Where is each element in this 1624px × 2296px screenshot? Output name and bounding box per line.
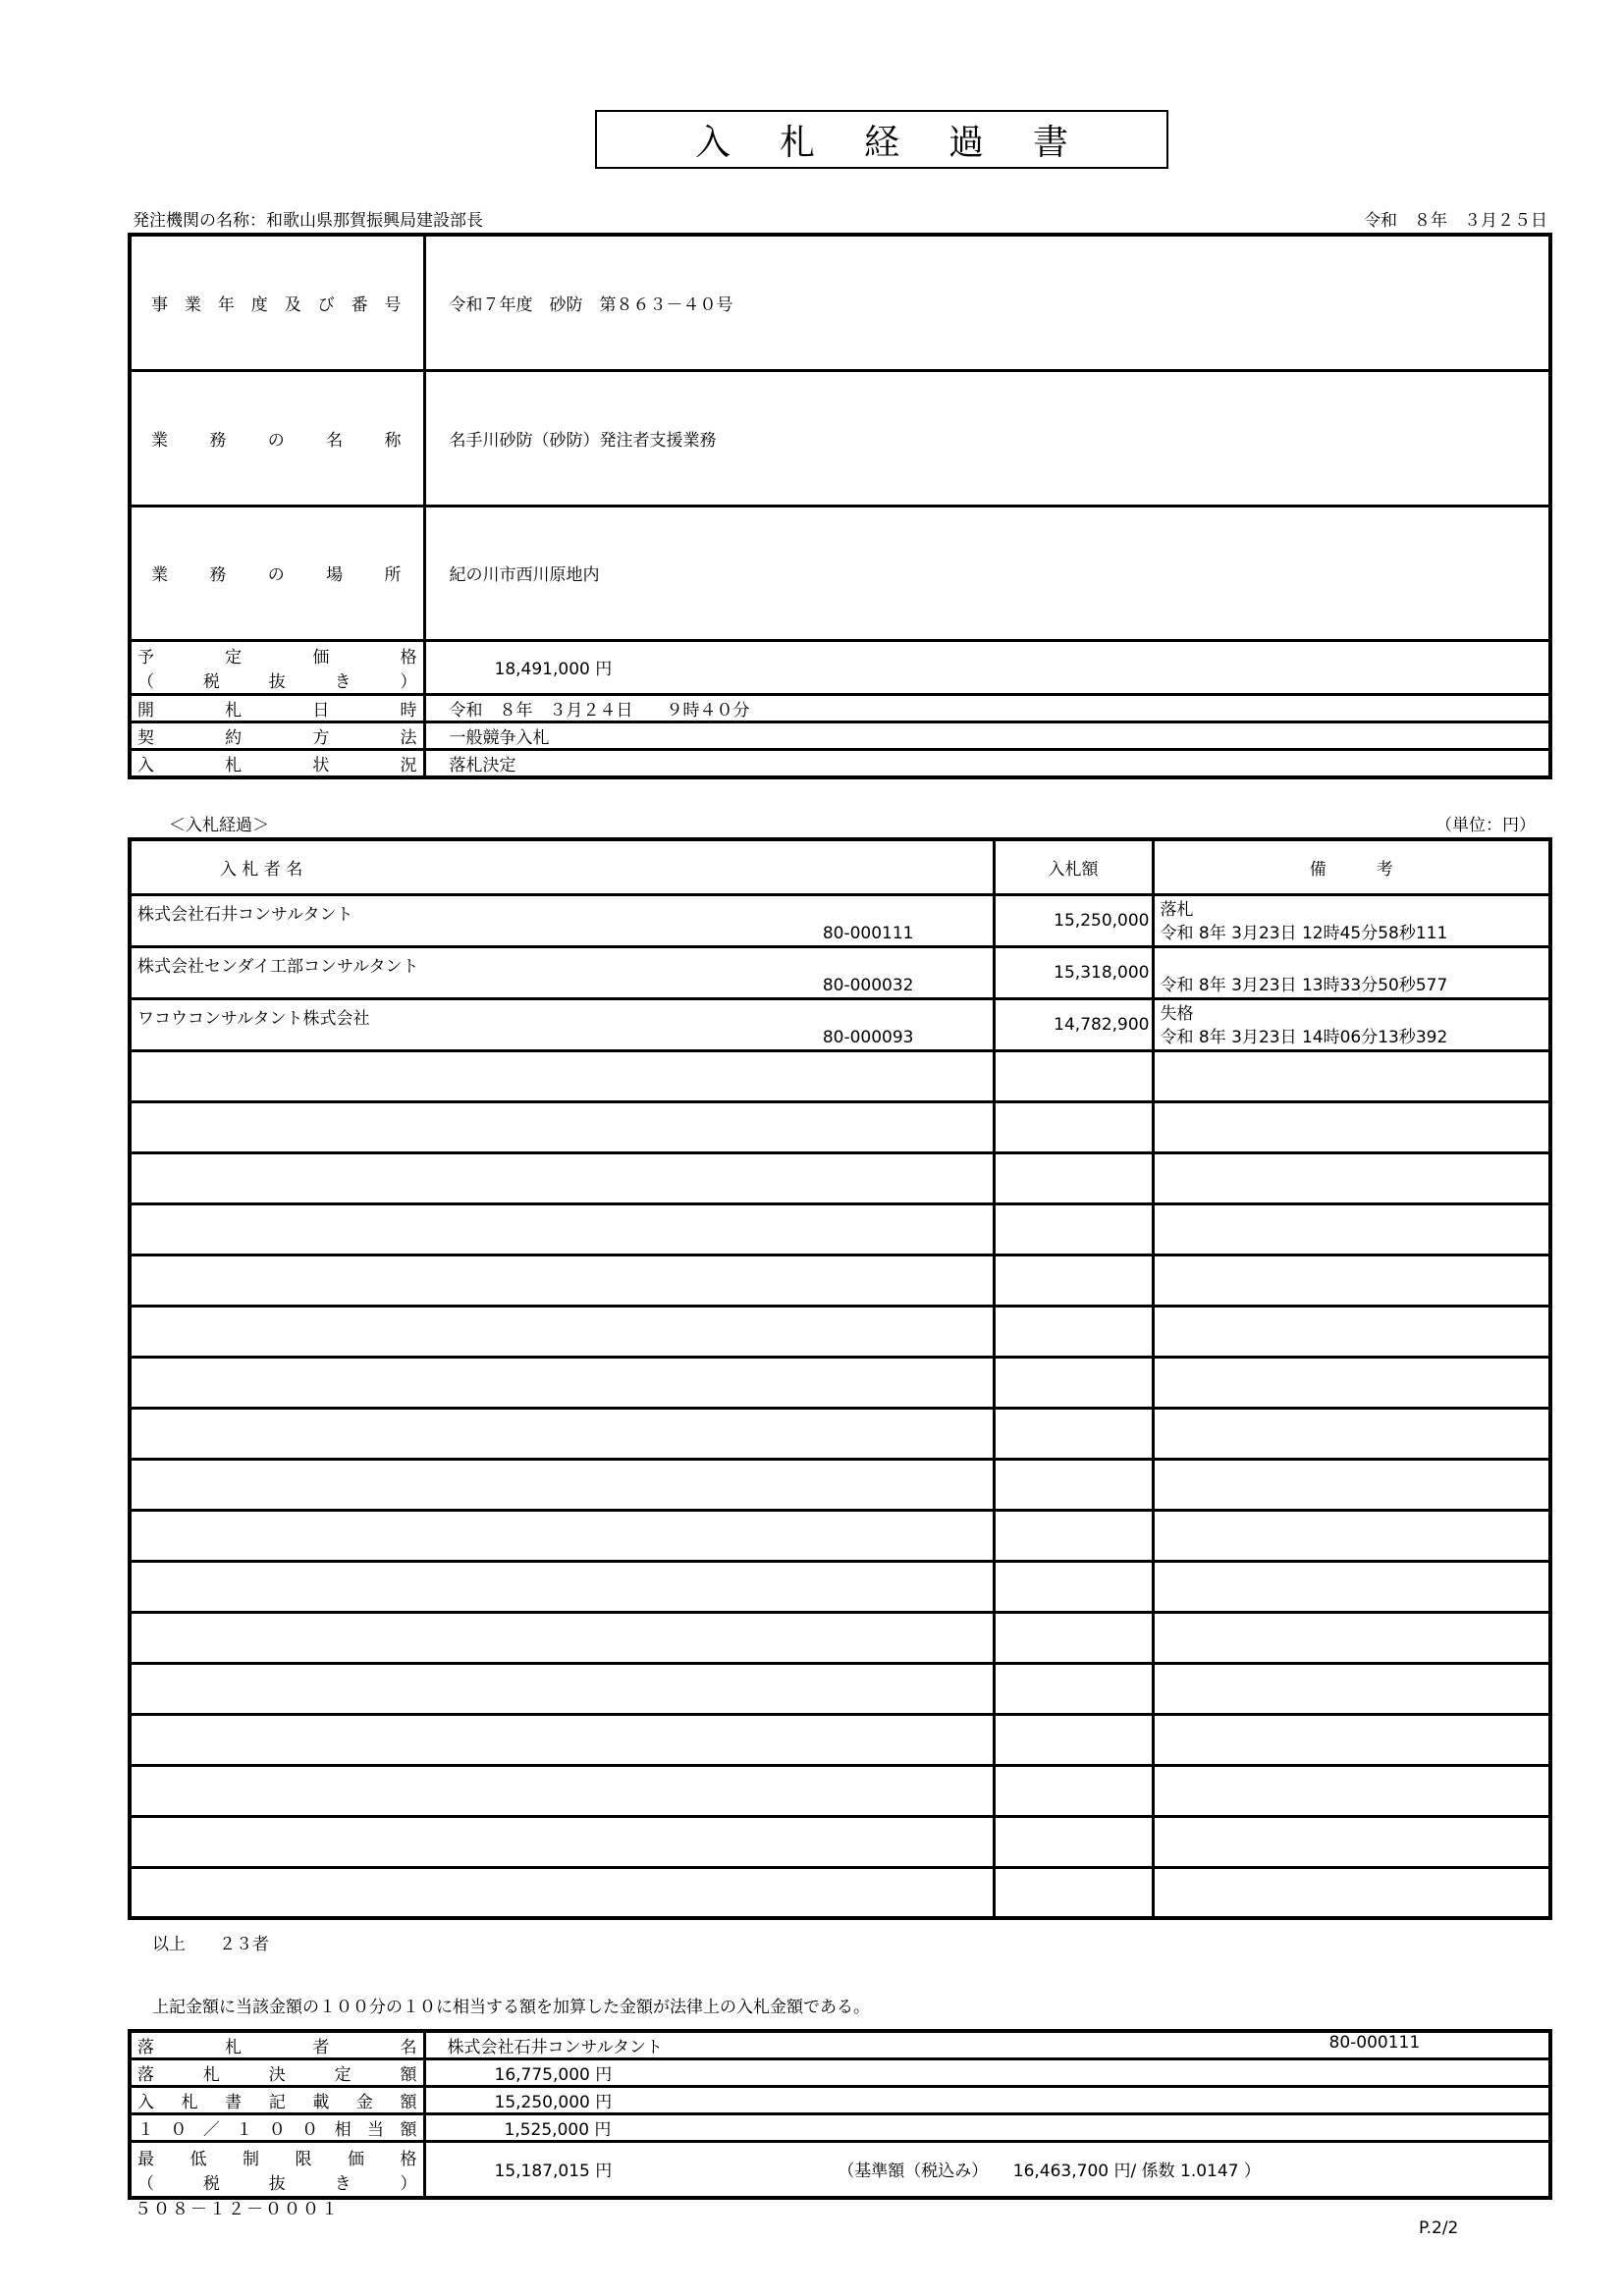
work-location: 紀の川市西川原地内 xyxy=(424,506,1550,640)
note-cell xyxy=(1153,946,1550,998)
label-project-number: 事業年度及び番号 xyxy=(130,235,424,370)
bid-row xyxy=(130,1255,1550,1306)
result-row xyxy=(130,2031,1550,2059)
label-open-date xyxy=(130,694,424,721)
empty-cell xyxy=(994,1816,1153,1867)
min-price-note: （基準額（税込み） 16,463,700 円/ 係数 1.0147 ） xyxy=(838,2162,1261,2182)
label-work-location: 業務の場所 xyxy=(130,506,424,640)
open-date: 令和 ８年 ３月２４日 ９時４０分 xyxy=(424,694,1550,721)
bid-row xyxy=(130,1050,1550,1101)
bid-row xyxy=(130,1101,1550,1152)
bids-header-row xyxy=(130,839,1550,894)
bidder-name: 株式会社石井コンサルタント xyxy=(137,904,353,925)
label-bid-written xyxy=(130,2087,424,2114)
empty-cell xyxy=(1153,1612,1550,1663)
empty-cell xyxy=(1153,1255,1550,1306)
empty-cell xyxy=(130,1408,994,1459)
bid-row xyxy=(130,1765,1550,1816)
empty-cell xyxy=(994,1510,1153,1561)
empty-cell xyxy=(130,1152,994,1203)
empty-cell xyxy=(994,1255,1153,1306)
bid-row xyxy=(130,1561,1550,1612)
bid-row xyxy=(130,1867,1550,1918)
agency-name: 発注機関の名称：和歌山県那賀振興局建設部長 xyxy=(133,211,483,231)
bid-row xyxy=(130,998,1550,1050)
bid-row xyxy=(130,1203,1550,1255)
work-name: 名手川砂防（砂防）発注者支援業務 xyxy=(424,370,1550,506)
bid-status: 落札決定 xyxy=(424,749,1550,777)
empty-cell xyxy=(994,1306,1153,1357)
empty-cell xyxy=(1153,1152,1550,1203)
empty-cell xyxy=(1153,1561,1550,1612)
empty-cell xyxy=(130,1816,994,1867)
empty-cell xyxy=(130,1459,994,1510)
planned-price: 18,491,000 円 xyxy=(424,640,1550,694)
page-number: P.2/2 xyxy=(1419,2218,1459,2238)
col-note: 備 考 xyxy=(1153,839,1550,894)
bid-row xyxy=(130,894,1550,946)
note-cell xyxy=(1153,998,1550,1050)
empty-cell xyxy=(130,1203,994,1255)
bidder-name: 株式会社センダイ工部コンサルタント xyxy=(137,956,419,977)
unit-label: （単位：円） xyxy=(1435,816,1536,835)
bids-section-title: ＜入札経過＞ xyxy=(169,816,269,835)
result-table xyxy=(128,2029,1552,2200)
project-number: 令和７年度 砂防 第８６３－４０号 xyxy=(424,235,1550,370)
bid-amount: 15,318,000 xyxy=(994,946,1153,998)
bid-row xyxy=(130,1357,1550,1408)
info-row xyxy=(130,370,1550,506)
note-cell xyxy=(1153,894,1550,946)
bids-table xyxy=(128,837,1552,1920)
empty-cell xyxy=(130,1867,994,1918)
footnote: 上記金額に当該金額の１００分の１０に相当する額を加算した金額が法律上の入札金額である。 xyxy=(152,1998,870,2017)
empty-cell xyxy=(130,1255,994,1306)
empty-cell xyxy=(994,1101,1153,1152)
label-text: 開札日時 xyxy=(137,700,417,721)
result-row xyxy=(130,2114,1550,2142)
col-bidder-name: 入 札 者 名 xyxy=(130,839,994,894)
info-row xyxy=(130,235,1550,370)
info-table xyxy=(128,233,1552,779)
empty-cell xyxy=(1153,1663,1550,1714)
bidder-code: 80-000093 xyxy=(822,1027,914,1047)
bid-row xyxy=(130,1663,1550,1714)
empty-cell xyxy=(130,1050,994,1101)
empty-cell xyxy=(130,1306,994,1357)
tax-amount: 1,525,000 円 xyxy=(424,2114,1550,2142)
empty-cell xyxy=(994,1561,1153,1612)
result-row xyxy=(130,2059,1550,2087)
empty-cell xyxy=(130,1101,994,1152)
bidder-count: 以上 ２３者 xyxy=(152,1935,269,1954)
bid-row xyxy=(130,1152,1550,1203)
bid-row xyxy=(130,1408,1550,1459)
empty-cell xyxy=(994,1203,1153,1255)
winner-cell xyxy=(424,2031,1550,2059)
bid-row xyxy=(130,1612,1550,1663)
bidder-name: ワコウコンサルタント株式会社 xyxy=(137,1008,370,1029)
empty-cell xyxy=(994,1050,1153,1101)
empty-cell xyxy=(1153,1510,1550,1561)
result-row xyxy=(130,2142,1550,2198)
label-planned-price xyxy=(130,640,424,694)
empty-cell xyxy=(130,1663,994,1714)
bid-row xyxy=(130,946,1550,998)
empty-cell xyxy=(1153,1816,1550,1867)
info-row xyxy=(130,749,1550,777)
bid-status xyxy=(1161,950,1543,974)
empty-cell xyxy=(1153,1867,1550,1918)
info-row xyxy=(130,640,1550,694)
empty-cell xyxy=(1153,1203,1550,1255)
bidder-code: 80-000032 xyxy=(822,975,914,995)
bid-written-amount: 15,250,000 円 xyxy=(424,2087,1550,2114)
empty-cell xyxy=(1153,1714,1550,1765)
empty-cell xyxy=(994,1152,1153,1203)
label-line1: 最低制限価格 xyxy=(137,2149,417,2169)
empty-cell xyxy=(130,1612,994,1663)
bid-time: 令和 8年 3月23日 14時06分13秒392 xyxy=(1160,1027,1448,1047)
empty-cell xyxy=(130,1765,994,1816)
empty-cell xyxy=(994,1408,1153,1459)
col-bid-amount: 入札額 xyxy=(994,839,1153,894)
empty-cell xyxy=(1153,1357,1550,1408)
empty-cell xyxy=(130,1714,994,1765)
winner-name: 株式会社石井コンサルタント xyxy=(447,2038,663,2057)
bid-status: 落札 xyxy=(1160,899,1194,920)
label-text: 契約方法 xyxy=(137,727,417,748)
document-title: 入札経過書 xyxy=(595,110,1168,169)
label-bid-status xyxy=(130,749,424,777)
label-min-price xyxy=(130,2142,424,2198)
label-text: 落札決定額 xyxy=(137,2065,417,2085)
bid-row xyxy=(130,1306,1550,1357)
bidder-code: 80-000111 xyxy=(822,923,914,943)
bid-row xyxy=(130,1459,1550,1510)
empty-cell xyxy=(130,1510,994,1561)
empty-cell xyxy=(1153,1765,1550,1816)
issue-date: 令和 ８年 ３月２５日 xyxy=(1364,211,1547,231)
label-work-name: 業務の名称 xyxy=(130,370,424,506)
empty-cell xyxy=(994,1765,1153,1816)
empty-cell xyxy=(994,1663,1153,1714)
empty-cell xyxy=(130,1357,994,1408)
label-winner xyxy=(130,2031,424,2059)
label-line2: （税抜き） xyxy=(137,671,417,692)
bid-time: 令和 8年 3月23日 12時45分58秒111 xyxy=(1160,923,1448,943)
empty-cell xyxy=(1153,1101,1550,1152)
empty-cell xyxy=(1153,1459,1550,1510)
label-contract-method xyxy=(130,721,424,749)
bid-amount: 14,782,900 xyxy=(994,998,1153,1050)
info-row xyxy=(130,694,1550,721)
bidder-name-cell xyxy=(130,946,994,998)
empty-cell xyxy=(130,1561,994,1612)
empty-cell xyxy=(994,1867,1153,1918)
label-decided xyxy=(130,2059,424,2087)
bid-row xyxy=(130,1510,1550,1561)
bid-amount: 15,250,000 xyxy=(994,894,1153,946)
bidder-name-cell xyxy=(130,894,994,946)
empty-cell xyxy=(1153,1408,1550,1459)
label-line1: 予定価格 xyxy=(137,647,417,667)
bidder-name-cell xyxy=(130,998,994,1050)
bid-status: 失格 xyxy=(1160,1003,1194,1024)
bid-row xyxy=(130,1816,1550,1867)
result-row xyxy=(130,2087,1550,2114)
document-code: ５０８－１２－０００１ xyxy=(135,2200,340,2219)
min-price-cell xyxy=(424,2142,1550,2198)
info-row xyxy=(130,506,1550,640)
winner-code: 80-000111 xyxy=(1328,2033,1421,2053)
empty-cell xyxy=(994,1357,1153,1408)
decided-amount: 16,775,000 円 xyxy=(424,2059,1550,2087)
contract-method: 一般競争入札 xyxy=(424,721,1550,749)
label-text: 落札者名 xyxy=(137,2038,417,2057)
min-price: 15,187,015 円 xyxy=(494,2162,613,2182)
empty-cell xyxy=(994,1612,1153,1663)
label-tax xyxy=(130,2114,424,2142)
empty-cell xyxy=(994,1459,1153,1510)
bid-row xyxy=(130,1714,1550,1765)
empty-cell xyxy=(1153,1050,1550,1101)
label-text: 入札状況 xyxy=(137,755,417,775)
empty-cell xyxy=(1153,1306,1550,1357)
label-text: １０／１００相当額 xyxy=(137,2120,417,2140)
empty-cell xyxy=(994,1714,1153,1765)
bid-time: 令和 8年 3月23日 13時33分50秒577 xyxy=(1160,975,1448,995)
label-line2: （税抜き） xyxy=(137,2173,417,2194)
label-text: 入札書記載金額 xyxy=(137,2093,417,2112)
info-row xyxy=(130,721,1550,749)
